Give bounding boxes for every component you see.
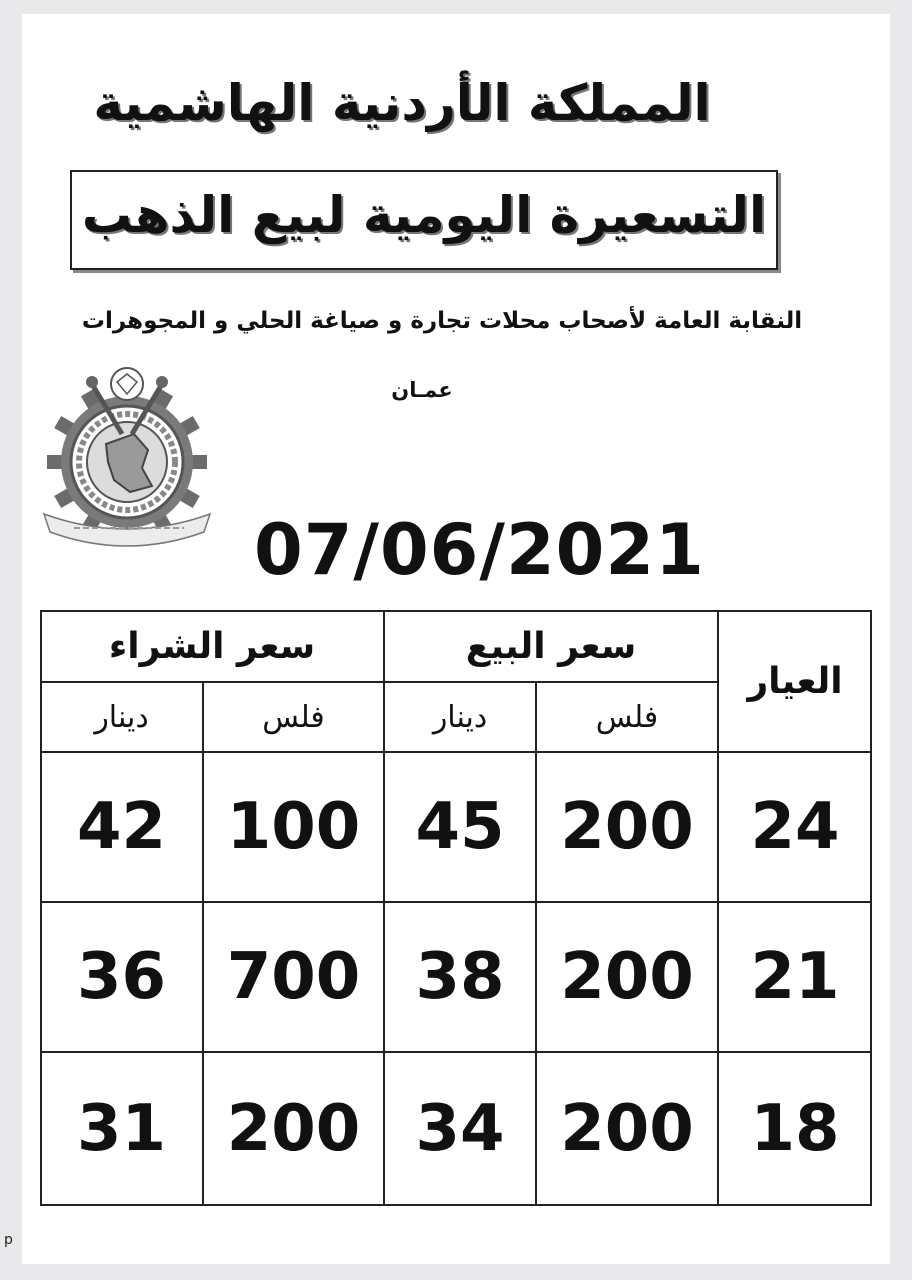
corner-mark: p: [4, 1232, 13, 1248]
karat-cell: 21: [750, 940, 840, 1014]
sell-fils-cell: 200: [560, 790, 694, 864]
sell-fils-cell: 200: [560, 940, 694, 1014]
sell-fils-cell: 200: [560, 1092, 694, 1166]
karat-cell: 24: [750, 790, 840, 864]
page-title: التسعيرة اليومية لبيع الذهب: [81, 186, 767, 244]
buy-fils-cell: 200: [226, 1092, 361, 1166]
sell-dinar-header: دينار: [432, 699, 488, 735]
sell-dinar-cell: 38: [415, 940, 505, 1014]
price-sheet: [22, 14, 890, 1264]
sell-price-header: سعر البيع: [465, 625, 637, 667]
union-name: النقابة العامة لأصحاب محلات تجارة و صياغة الحلي و المجوهرات: [81, 308, 803, 334]
buy-dinar-header: دينار: [94, 699, 149, 735]
kingdom-heading: المملكة الأردنية الهاشمية: [93, 74, 711, 132]
buy-dinar-cell: 31: [76, 1092, 167, 1166]
buy-fils-cell: 100: [226, 790, 361, 864]
sell-fils-header: فلس: [595, 699, 659, 735]
sell-dinar-cell: 45: [415, 790, 505, 864]
buy-dinar-cell: 36: [76, 940, 167, 1014]
buy-price-header: سعر الشراء: [108, 625, 316, 667]
price-date: 07/06/2021: [254, 509, 705, 591]
buy-fils-cell: 700: [226, 940, 361, 1014]
karat-cell: 18: [750, 1092, 840, 1166]
title-box: [70, 170, 778, 270]
union-emblem-icon: [34, 364, 219, 554]
buy-fils-header: فلس: [262, 699, 325, 735]
buy-dinar-cell: 42: [76, 790, 167, 864]
sell-dinar-cell: 34: [415, 1092, 505, 1166]
city-name: عمـان: [391, 378, 453, 402]
price-table: [40, 610, 872, 1206]
karat-header: العيار: [747, 660, 843, 702]
